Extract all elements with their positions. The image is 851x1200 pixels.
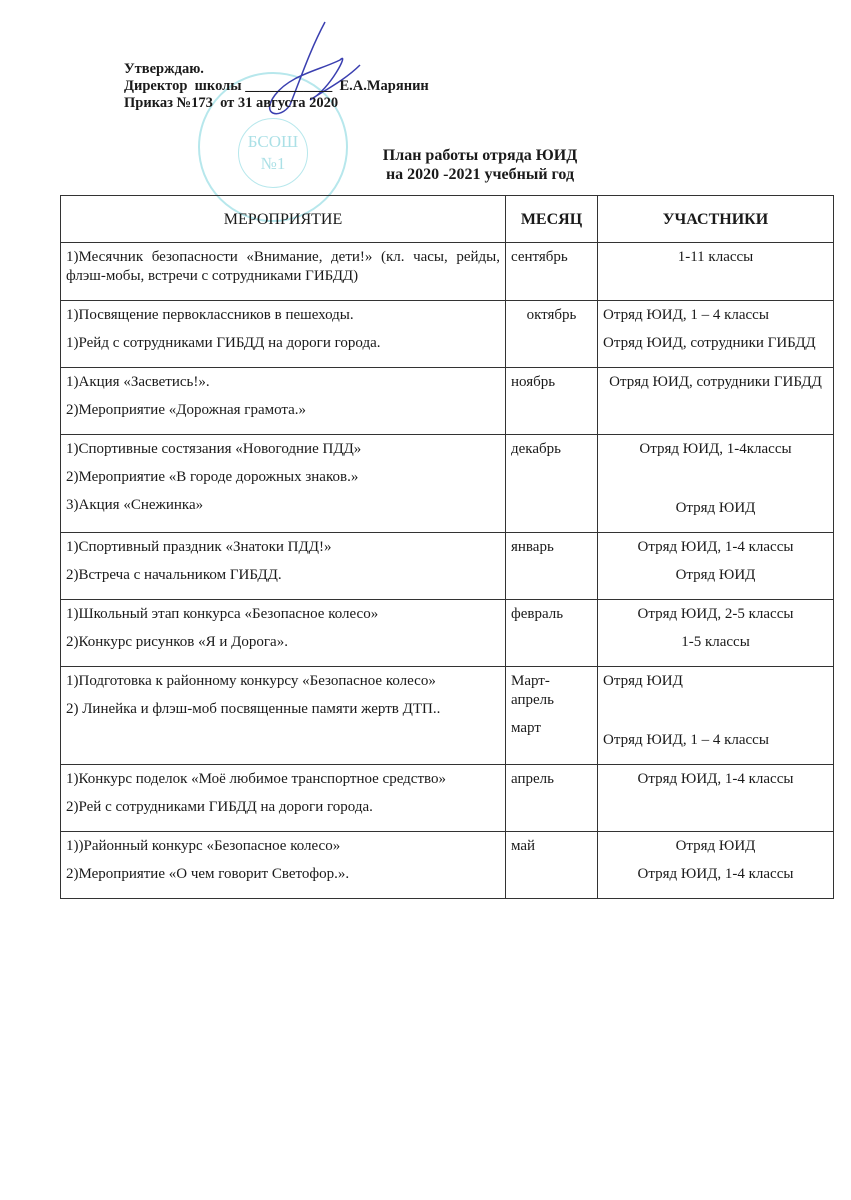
- title-line-1: План работы отряда ЮИД: [382, 147, 578, 164]
- cell-event: [61, 301, 506, 368]
- month-text: январь: [511, 539, 554, 555]
- cell-participants: [598, 600, 834, 667]
- participants-text: Отряд ЮИД, 1 – 4 классы: [603, 732, 769, 748]
- participants-text: Отряд ЮИД: [675, 500, 756, 516]
- participants-text: Отряд ЮИД, 1-4 классы: [637, 866, 794, 882]
- participants-text: Отряд ЮИД: [675, 838, 756, 854]
- cell-month: [506, 765, 598, 832]
- cell-event: [61, 667, 506, 765]
- approval-line: Утверждаю.: [124, 61, 204, 77]
- cell-month: [506, 667, 598, 765]
- month-text: декабрь: [511, 441, 561, 457]
- cell-participants: [598, 243, 834, 301]
- cell-participants: [598, 301, 834, 368]
- header-participants: УЧАСТНИКИ: [598, 196, 834, 243]
- event-text: 2)Встреча с начальником ГИБДД.: [66, 567, 282, 583]
- cell-event: [61, 243, 506, 301]
- cell-participants: [598, 667, 834, 765]
- month-text: май: [511, 838, 536, 854]
- cell-month: [506, 301, 598, 368]
- participants-text: Отряд ЮИД, 1 – 4 классы: [603, 307, 769, 323]
- event-text: 1)Месячник безопасности «Внимание, дети!» (кл. часы, рейды, флэш-мобы, встречи с сотрудниками ГИБДД): [66, 249, 500, 284]
- stamp-center: БСОШ №1: [238, 118, 308, 188]
- cell-month: [506, 368, 598, 435]
- participants-text: Отряд ЮИД, 1-4 классы: [637, 539, 794, 555]
- event-text: 1)Конкурс поделок «Моё любимое транспортное средство»: [66, 771, 447, 787]
- table-row: [61, 243, 834, 301]
- month-text: апрель: [511, 771, 554, 787]
- cell-participants: [598, 368, 834, 435]
- participants-text: Отряд ЮИД, 1-4 классы: [637, 771, 794, 787]
- event-text: 1)Посвящение первоклассников в пешеходы.: [66, 307, 354, 323]
- month-text: февраль: [511, 606, 564, 622]
- event-text: 2)Мероприятие «Дорожная грамота.»: [66, 402, 307, 418]
- document-title: [330, 146, 630, 184]
- cell-participants: [598, 765, 834, 832]
- cell-month: [506, 832, 598, 899]
- table-row: [61, 533, 834, 600]
- director-line: Директор школы ____________ Е.А.Марянин: [124, 78, 429, 94]
- month-text: март: [511, 720, 541, 736]
- event-text: 1)Акция «Засветись!».: [66, 374, 210, 390]
- header-event: МЕРОПРИЯТИЕ: [61, 196, 506, 243]
- cell-month: [506, 243, 598, 301]
- cell-participants: [598, 533, 834, 600]
- cell-event: [61, 435, 506, 533]
- event-text: 1))Районный конкурс «Безопасное колесо»: [66, 838, 341, 854]
- cell-month: [506, 435, 598, 533]
- month-text: ноябрь: [511, 374, 556, 390]
- table-row: [61, 435, 834, 533]
- participants-text: [603, 700, 828, 722]
- participants-text: Отряд ЮИД: [603, 673, 683, 689]
- participants-text: 1-5 классы: [681, 634, 750, 650]
- plan-table: [60, 195, 834, 899]
- table-row: [61, 368, 834, 435]
- event-text: 3)Акция «Снежинка»: [66, 497, 204, 513]
- cell-month: [506, 533, 598, 600]
- event-text: 2)Мероприятие «О чем говорит Светофор.».: [66, 866, 350, 882]
- approval-block: [124, 61, 429, 112]
- table-row: [61, 301, 834, 368]
- table-header-row: [61, 196, 834, 243]
- table-body: [61, 243, 834, 899]
- month-text: сентябрь: [511, 249, 568, 265]
- event-text: 1)Спортивные состязания «Новогодние ПДД»: [66, 441, 362, 457]
- participants-text: [603, 468, 828, 490]
- event-text: 1)Спортивный праздник «Знатоки ПДД!»: [66, 539, 332, 555]
- cell-event: [61, 600, 506, 667]
- cell-event: [61, 533, 506, 600]
- title-line-2: на 2020 -2021 учебный год: [385, 166, 575, 183]
- table-row: [61, 832, 834, 899]
- cell-event: [61, 368, 506, 435]
- event-text: 1)Подготовка к районному конкурсу «Безопасное колесо»: [66, 673, 436, 689]
- table-row: [61, 600, 834, 667]
- event-text: 2)Мероприятие «В городе дорожных знаков.»: [66, 469, 359, 485]
- cell-event: [61, 832, 506, 899]
- participants-text: 1-11 классы: [677, 249, 754, 265]
- header-month: МЕСЯЦ: [506, 196, 598, 243]
- cell-participants: [598, 435, 834, 533]
- event-text: 2)Рей с сотрудниками ГИБДД на дороги города.: [66, 799, 373, 815]
- cell-month: [506, 600, 598, 667]
- event-text: 1)Школьный этап конкурса «Безопасное колесо»: [66, 606, 379, 622]
- cell-participants: [598, 832, 834, 899]
- month-text: Март-апрель: [511, 673, 554, 708]
- participants-text: Отряд ЮИД: [675, 567, 756, 583]
- cell-event: [61, 765, 506, 832]
- month-text: октябрь: [526, 307, 577, 323]
- participants-text: Отряд ЮИД, 1-4классы: [639, 441, 792, 457]
- participants-text: Отряд ЮИД, 2-5 классы: [637, 606, 794, 622]
- table-row: [61, 667, 834, 765]
- participants-text: Отряд ЮИД, сотрудники ГИБДД: [609, 374, 822, 390]
- event-text: 2) Линейка и флэш-моб посвященные памяти жертв ДТП..: [66, 701, 441, 717]
- table-row: [61, 765, 834, 832]
- participants-text: Отряд ЮИД, сотрудники ГИБДД: [603, 335, 816, 351]
- event-text: 1)Рейд с сотрудниками ГИБДД на дороги города.: [66, 335, 381, 351]
- order-line: Приказ №173 от 31 августа 2020: [124, 95, 339, 111]
- event-text: 2)Конкурс рисунков «Я и Дорога».: [66, 634, 288, 650]
